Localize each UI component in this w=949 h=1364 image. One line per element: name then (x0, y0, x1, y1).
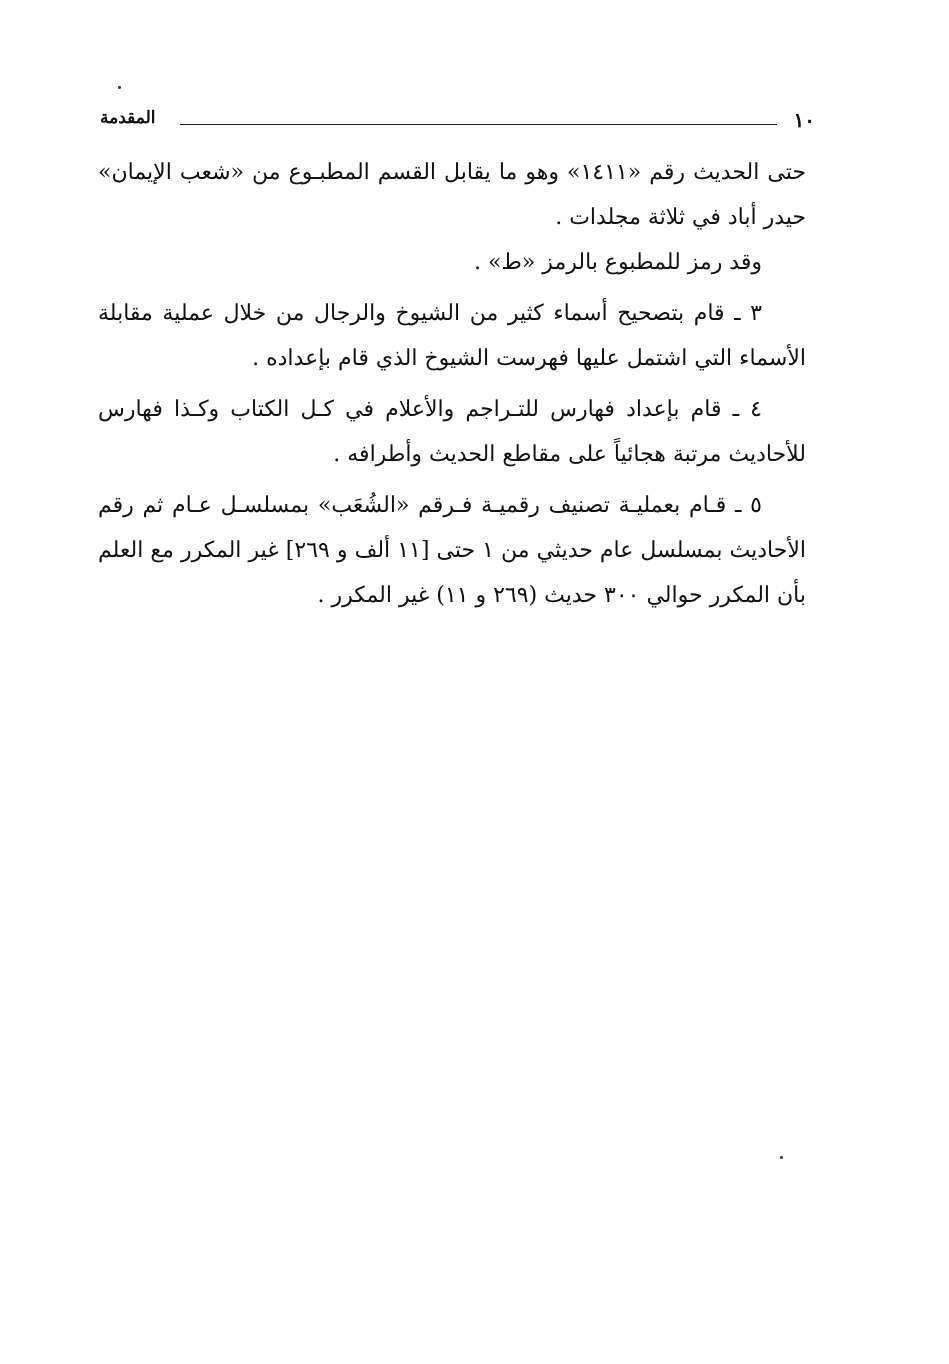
paragraph-item-5: ٥ ـ قـام بعمليـة تصنيف رقميـة فـرقم «الشُعَب» بمسلسـل عـام ثم رقم الأحاديث بمسلسل عام حديثي من ١ حتى [١١ ألف و ٢٦٩] غير المكرر مع العلم بأن المكرر حوالي ٣٠٠ حديث (٢٦٩ و ١١) غير المكرر . (98, 493, 807, 608)
paragraph-symbol-note: وقد رمز للمطبوع بالرمز «ط» . (474, 250, 762, 275)
scan-speck (780, 1156, 783, 1159)
running-title: المقدمة (100, 108, 156, 128)
body-text (98, 150, 806, 618)
page-header (100, 104, 815, 140)
paragraph-continuation: حتى الحديث رقم «١٤١١» وهو ما يقابل القسم المطبـوع من «شعب الإيمان» حيدر أباد في ثلاثة مجلدات . (98, 160, 806, 230)
scan-speck (118, 86, 121, 89)
paragraph-item-3: ٣ ـ قام بتصحيح أسماء كثير من الشيوخ والرجال من خلال عملية مقابلة الأسماء التي اشتمل عليها فهرست الشيوخ الذي قام بإعداده . (98, 301, 806, 371)
header-rule (180, 124, 777, 125)
page-number: ١٠ (793, 108, 815, 132)
paragraph-item-4: ٤ ـ قام بإعداد فهارس للتـراجم والأعلام في كـل الكتاب وكـذا فهارس للأحاديث مرتبة هجائياً على مقاطع الحديث وأطرافه . (98, 397, 806, 467)
